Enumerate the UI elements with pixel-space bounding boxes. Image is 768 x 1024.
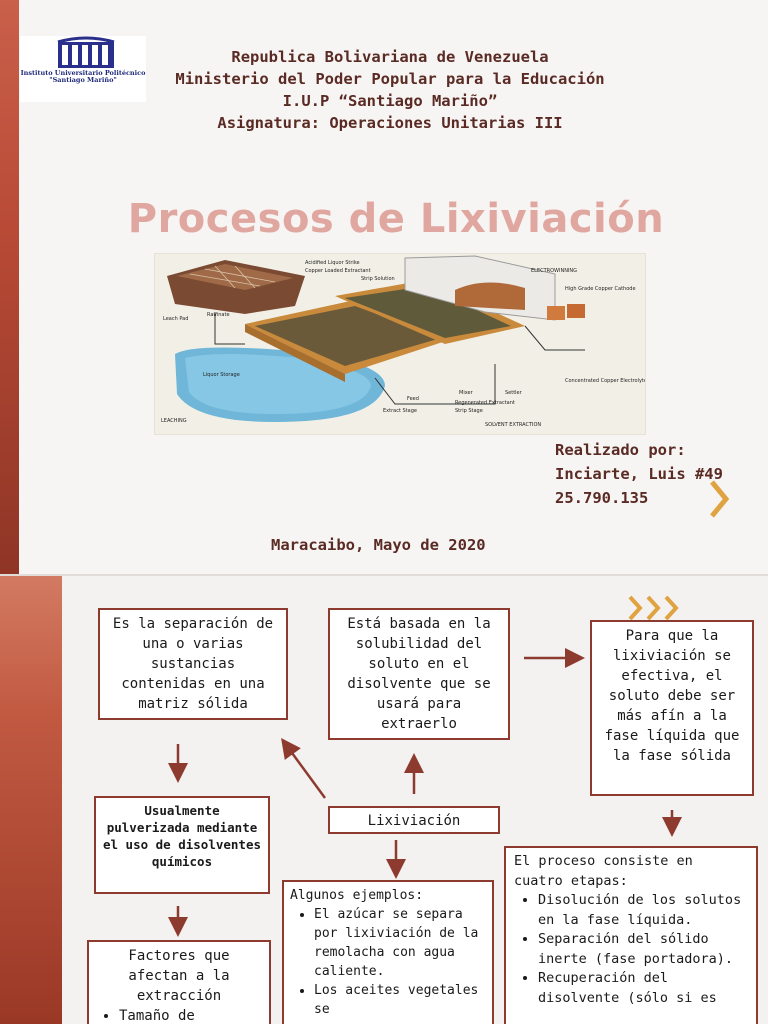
author-block: [555, 438, 723, 510]
process-step-separation: • Separación del sólido inerte (fase portadora).: [538, 930, 748, 969]
process-step-dissolution: • Disolución de los solutos en la fase líquida.: [538, 891, 748, 930]
process-title: El proceso consiste en cuatro etapas:: [514, 853, 693, 889]
author-id: 25.790.135: [555, 489, 649, 507]
author-prefix: Realizado por:: [555, 441, 686, 459]
process-step-recovery: • Recuperación del disolvente (sólo si es: [538, 969, 748, 1008]
slide-title: Procesos de Lixiviación: [127, 196, 665, 242]
examples-box: [282, 880, 494, 1024]
arrow-center-to-definition: [284, 742, 325, 798]
header-line-institute: I.U.P “Santiago Mariño”: [282, 92, 498, 110]
label-settler: Settler: [505, 390, 522, 396]
label-raffinate: Raffinate: [207, 312, 230, 318]
label-mixer: Mixer: [459, 390, 473, 396]
label-high-grade-cathode: High Grade Copper Cathode: [565, 286, 636, 292]
label-concentrated-electrolyte: Concentrated Copper Electrolyte: [565, 378, 645, 384]
label-strip-stage: Strip Stage: [455, 408, 483, 414]
concept-map-slide: [0, 576, 768, 1024]
copper-cathodes: [547, 306, 565, 320]
author-name: Inciarte, Luis #49: [555, 465, 723, 483]
logo-name-line2: "Santiago Mariño": [49, 76, 117, 84]
process-box: [504, 846, 758, 1024]
logo-name-line1: Instituto Universitario Politécnico: [20, 69, 146, 77]
example-item-sugar: • El azúcar se separa por lixiviación de la remolacha con agua caliente.: [314, 905, 486, 981]
header-line-ministry: Ministerio del Poder Popular para la Educación: [175, 70, 605, 88]
factor-item: • Tamaño de: [119, 1006, 263, 1024]
label-extract-stage: Extract Stage: [383, 408, 417, 414]
side-accent-bar: [0, 0, 19, 576]
label-leach-pad: Leach Pad: [163, 316, 189, 322]
pulverized-text: Usualmente pulverizada mediante el uso de disolventes químicos: [102, 803, 262, 869]
leaching-process-diagram: [154, 253, 646, 435]
presentation-date: Maracaibo, Mayo de 2020: [271, 536, 486, 554]
basis-box: [328, 608, 510, 740]
examples-title: Algunos ejemplos:: [290, 888, 424, 903]
label-strip-solution: Strip Solution: [361, 276, 395, 282]
definition-text: Es la separación de una o varias sustancias contenidas en una matriz sólida: [112, 616, 274, 712]
header-line-subject: Asignatura: Operaciones Unitarias III: [217, 114, 563, 132]
label-solvent-extraction: SOLVENT EXTRACTION: [485, 422, 542, 428]
factors-title: Factores que afectan a la extracción: [128, 948, 230, 1004]
label-leaching: LEACHING: [161, 418, 187, 424]
definition-box: [98, 608, 288, 720]
basis-text: Está basada en la solubilidad del soluto en el disolvente que se usará para extraerlo: [347, 616, 491, 732]
label-acidified-liquor: Acidified Liquor Strike: [305, 260, 360, 266]
condition-box: [590, 620, 754, 796]
factors-box: [87, 940, 271, 1024]
label-electrowinning: ELECTROWINNING: [531, 268, 578, 274]
pulverized-box: [94, 796, 270, 894]
center-text: Lixiviación: [367, 813, 461, 829]
label-liquor-storage: Liquor Storage: [203, 372, 240, 378]
factors-list: [95, 1006, 263, 1024]
example-item-oils: • Los aceites vegetales se: [314, 981, 486, 1019]
examples-list: [290, 905, 486, 1019]
label-feed: Feed: [407, 396, 419, 402]
condition-text: Para que la lixiviación se efectiva, el soluto debe ser más afín a la fase líquida que la fase sólida: [604, 628, 740, 764]
process-list: [514, 891, 748, 1008]
leaching-plant-illustration: [155, 254, 645, 434]
header-line-country: Republica Bolivariana de Venezuela: [231, 48, 549, 66]
chevron-right-icon: [704, 478, 734, 520]
label-regenerated-extractant: Regenerated Extractant: [455, 400, 515, 406]
center-box: [328, 806, 500, 834]
label-copper-loaded: Copper Loaded Extractant: [305, 268, 371, 274]
institution-header: [100, 46, 680, 134]
